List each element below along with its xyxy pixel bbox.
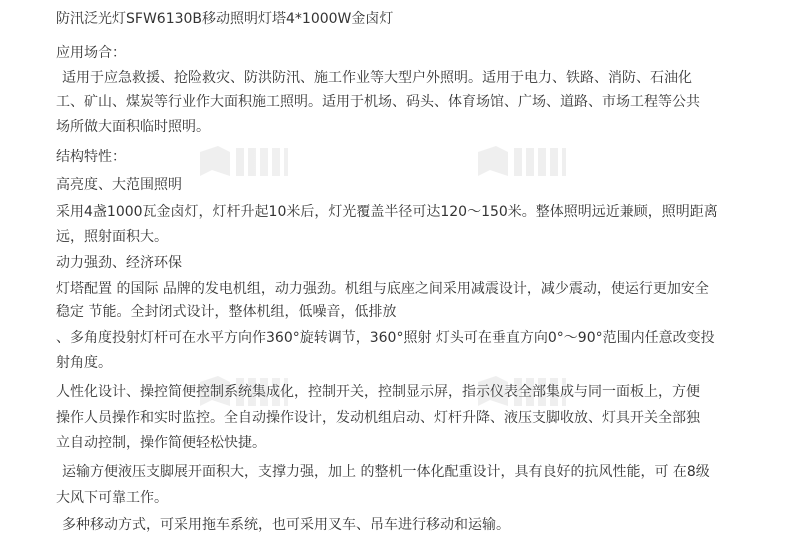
paragraph-line: 工、矿山、煤炭等行业作大面积施工照明。适用于机场、码头、体育场馆、广场、道路、市场工程等公共 (56, 94, 700, 110)
paragraph-line: 采用4盏1000瓦金卤灯，灯杆升起10米后，灯光覆盖半径可达120～150米。整体照明远近兼顾，照明距离 (56, 204, 718, 220)
document-title: 防汛泛光灯SFW6130B移动照明灯塔4*1000W金卤灯 (56, 11, 394, 27)
paragraph-line: 人性化设计、操控简便控制系统集成化，控制开关，控制显示屏，指示仪表全部集成与同一面板上，方便 (56, 384, 700, 400)
paragraph-line: 灯塔配置 的国际 品牌的发电机组，动力强劲。机组与底座之间采用减震设计，减少震动，使运行更加安全 (56, 281, 709, 297)
section-heading: 结构特性： (56, 149, 126, 165)
paragraph-line: 射角度。 (56, 355, 112, 371)
paragraph-line: 立自动控制，操作简便轻松快捷。 (56, 435, 266, 451)
paragraph-line: 运输方便液压支脚展开面积大，支撑力强，加上 的整机一体化配重设计，具有良好的抗风性能，可 在8级 (62, 464, 710, 480)
paragraph-line: 、多角度投射灯杆可在水平方向作360°旋转调节，360°照射 灯头可在垂直方向0°～90°范围内任意改变投 (56, 330, 715, 346)
paragraph-line: 适用于应急救援、抢险救灾、防洪防汛、施工作业等大型户外照明。适用于电力、铁路、消防、石油化 (62, 70, 692, 86)
paragraph-line: 远，照射面积大。 (56, 229, 168, 245)
section-heading: 应用场合： (56, 45, 126, 61)
paragraph-line: 稳定 节能。全封闭式设计，整体机组，低噪音，低排放 (56, 304, 397, 320)
paragraph-line: 大风下可靠工作。 (56, 490, 168, 506)
subheading: 动力强劲、经济环保 (56, 255, 182, 271)
paragraph-line: 多种移动方式，可采用拖车系统，也可采用叉车、吊车进行移动和运输。 (62, 517, 510, 533)
paragraph-line: 操作人员操作和实时监控。全自动操作设计，发动机组启动、灯杆升降、液压支脚收放、灯具开关全部独 (56, 410, 700, 426)
paragraph-line: 场所做大面积临时照明。 (56, 119, 210, 135)
subheading: 高亮度、大范围照明 (56, 177, 182, 193)
